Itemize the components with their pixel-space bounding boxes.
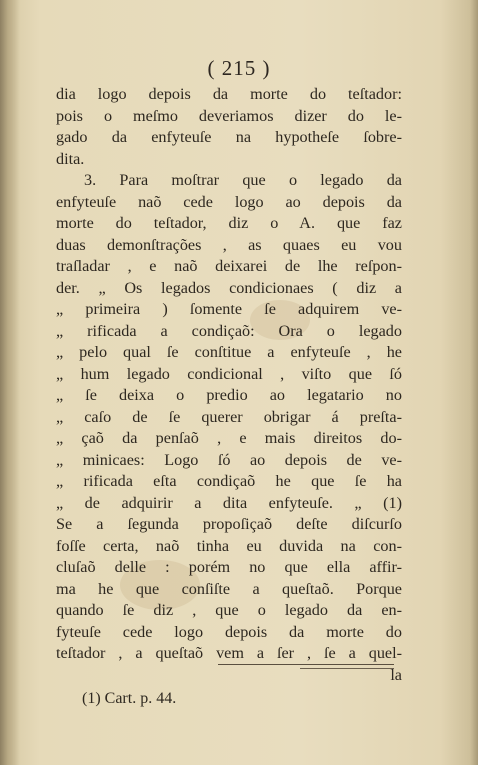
text-line: traſladar , e naõ deixarei de lhe reſpon- [56, 257, 402, 275]
text-line: „ ſe deixa o predio ao legatario no [56, 386, 402, 404]
text-line: enfyteuſe naõ cede logo ao depois da [56, 192, 402, 211]
text-line: „ rificada eſta condiçaõ he que ſe ha [56, 472, 402, 490]
text-line: fyteuſe cede logo depois da morte do [56, 622, 402, 641]
page-number: ( 215 ) [207, 56, 271, 80]
text-line: quando ſe diz , que o legado da en- [56, 601, 402, 619]
text-line: „ minicaes: Logo ſó ao depois de ve- [56, 450, 402, 469]
text-line: „ rificada a condiçaõ: Ora o legado [56, 321, 402, 340]
text-line: der. „ Os legados condicionaes ( diz a [56, 278, 402, 297]
text-line: duas demonſtrações , as quaes eu vou [56, 235, 402, 254]
text-line: gado da enfyteuſe na hypotheſe ſobre- [56, 128, 402, 146]
footnote-rule-secondary [300, 668, 394, 669]
text-line: pois o meſmo deveriamos dizer do le- [56, 106, 402, 125]
text-line: cluſaõ delle : porém no que ella affir- [56, 558, 402, 576]
page-gutter-shadow [0, 0, 20, 765]
text-line: „ primeira ) ſomente ſe adquirem ve- [56, 300, 402, 318]
text-line: „ de adquirir a dita enfyteuſe. „ (1) [56, 493, 402, 512]
text-line: morte do teſtador, diz o A. que faz [56, 214, 402, 232]
text-line: „ pelo qual ſe conſtitue a enfyteuſe , he [56, 343, 402, 361]
text-line: la [390, 665, 402, 684]
text-line: „ hum legado condicional , viſto que ſó [56, 364, 402, 383]
text-line: dita. [56, 149, 85, 168]
footnote: (1) Cart. p. 44. [82, 690, 177, 707]
text-line: teſtador , a queſtaõ vem a ſer , ſe a quel- [56, 644, 402, 662]
page-body-text [56, 84, 402, 686]
text-line: ma he que conſiſte a queſtaõ. Porque [56, 579, 402, 598]
text-line: dia logo depois da morte do teſtador: [56, 85, 402, 103]
text-line: „ çaõ da penſaõ , e mais direitos do- [56, 429, 402, 447]
text-line: Se a ſegunda propoſiçaõ deſte diſcurſo [56, 515, 402, 533]
footnote-rule [218, 664, 394, 665]
text-line: „ caſo de ſe querer obrigar á preſta- [56, 407, 402, 426]
text-line: 3. Para moſtrar que o legado da [84, 171, 402, 189]
text-line: foſſe certa, naõ tinha eu duvida na con- [56, 536, 402, 555]
